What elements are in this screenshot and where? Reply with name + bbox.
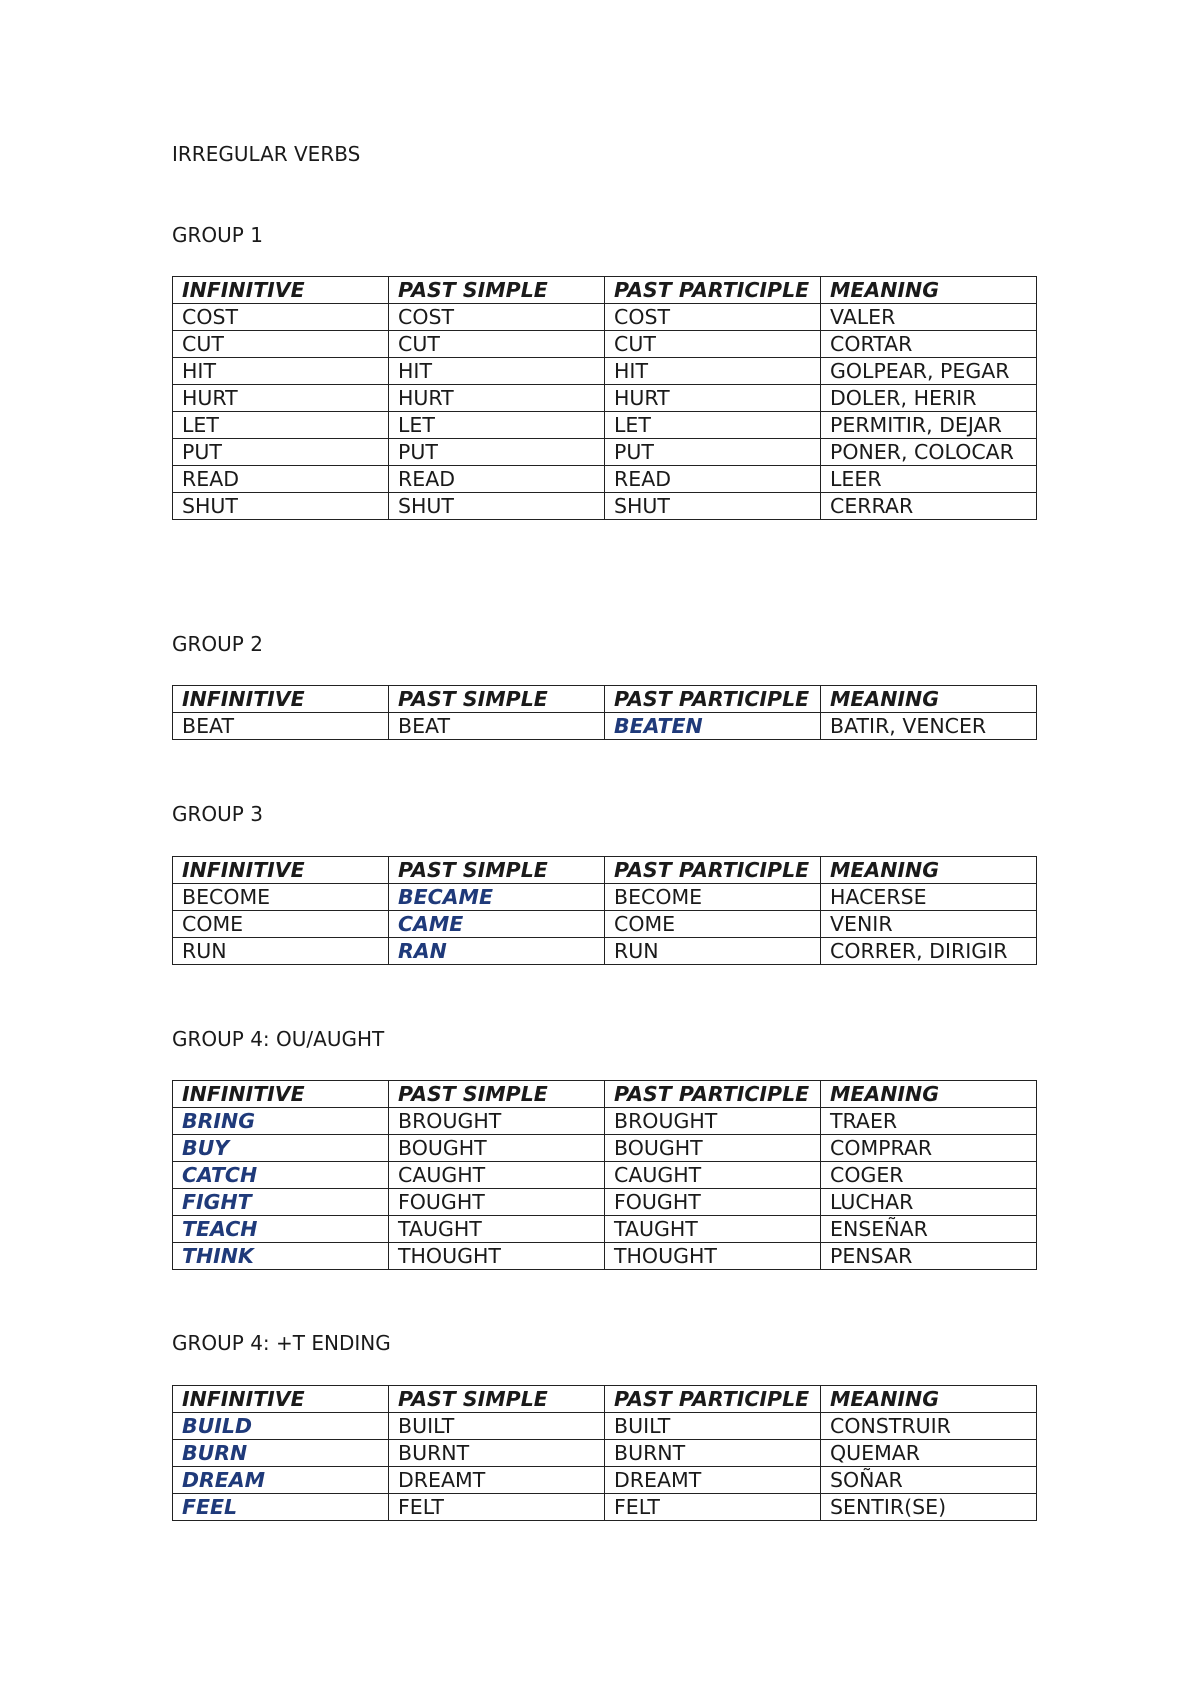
table-cell: QUEMAR [821,1440,1037,1467]
table-row [173,493,1037,520]
table-row [173,1216,1037,1243]
table-row [173,331,1037,358]
table-cell: BURNT [605,1440,821,1467]
table-cell: CATCH [173,1162,389,1189]
table-cell: CORTAR [821,331,1037,358]
column-header: PAST PARTICIPLE [605,686,821,713]
table-cell: TRAER [821,1108,1037,1135]
column-header: PAST SIMPLE [389,857,605,884]
table-cell: FELT [605,1494,821,1521]
table-header-row [173,277,1037,304]
table-row [173,1494,1037,1521]
column-header: PAST PARTICIPLE [605,1386,821,1413]
table-cell: COMPRAR [821,1135,1037,1162]
table-cell: CORRER, DIRIGIR [821,938,1037,965]
table-cell: DOLER, HERIR [821,385,1037,412]
group-heading: GROUP 3 [172,802,263,826]
table-cell: FIGHT [173,1189,389,1216]
table-cell: TEACH [173,1216,389,1243]
table-cell: HURT [389,385,605,412]
column-header: PAST SIMPLE [389,686,605,713]
table-cell: PUT [173,439,389,466]
table-cell: THINK [173,1243,389,1270]
table-cell: READ [605,466,821,493]
table-row [173,466,1037,493]
column-header: INFINITIVE [173,277,389,304]
table-cell: COGER [821,1162,1037,1189]
table-cell: BUILT [389,1413,605,1440]
table-cell: PUT [605,439,821,466]
table-cell: DREAMT [605,1467,821,1494]
table-cell: CUT [389,331,605,358]
table-cell: BOUGHT [605,1135,821,1162]
column-header: INFINITIVE [173,686,389,713]
verb-table [172,1080,1037,1270]
verb-table [172,685,1037,740]
table-cell: BUY [173,1135,389,1162]
group-heading: GROUP 2 [172,632,263,656]
column-header: INFINITIVE [173,1081,389,1108]
table-cell: CAUGHT [605,1162,821,1189]
table-cell: HIT [173,358,389,385]
verb-table [172,276,1037,520]
table-cell: BECOME [605,884,821,911]
table-cell: COST [605,304,821,331]
table-row [173,1440,1037,1467]
group-heading: GROUP 1 [172,223,263,247]
column-header: INFINITIVE [173,1386,389,1413]
table-cell: BECAME [389,884,605,911]
table-cell: BURN [173,1440,389,1467]
table-cell: HACERSE [821,884,1037,911]
table-cell: FOUGHT [605,1189,821,1216]
table-row [173,1413,1037,1440]
table-cell: BROUGHT [389,1108,605,1135]
table-cell: LET [173,412,389,439]
table-row [173,439,1037,466]
table-cell: PERMITIR, DEJAR [821,412,1037,439]
table-cell: SHUT [389,493,605,520]
table-cell: VENIR [821,911,1037,938]
table-cell: GOLPEAR, PEGAR [821,358,1037,385]
table-cell: COME [605,911,821,938]
table-cell: BATIR, VENCER [821,713,1037,740]
table-cell: TAUGHT [389,1216,605,1243]
table-header-row [173,1081,1037,1108]
table-cell: LET [389,412,605,439]
table-cell: HURT [605,385,821,412]
table-row [173,358,1037,385]
table-cell: FEEL [173,1494,389,1521]
table-cell: VALER [821,304,1037,331]
table-row [173,938,1037,965]
table-cell: BRING [173,1108,389,1135]
column-header: MEANING [821,277,1037,304]
table-cell: HIT [389,358,605,385]
table-cell: CERRAR [821,493,1037,520]
column-header: PAST SIMPLE [389,277,605,304]
table-cell: BUILT [605,1413,821,1440]
table-row [173,1108,1037,1135]
group-heading: GROUP 4: OU/AUGHT [172,1027,385,1051]
table-cell: BECOME [173,884,389,911]
table-cell: BEAT [173,713,389,740]
table-cell: RAN [389,938,605,965]
column-header: INFINITIVE [173,857,389,884]
table-cell: COME [173,911,389,938]
table-cell: LET [605,412,821,439]
table-row [173,1189,1037,1216]
table-cell: READ [173,466,389,493]
column-header: PAST PARTICIPLE [605,277,821,304]
table-cell: TAUGHT [605,1216,821,1243]
verb-table [172,1385,1037,1521]
table-cell: PUT [389,439,605,466]
table-row [173,713,1037,740]
table-cell: BURNT [389,1440,605,1467]
table-cell: HIT [605,358,821,385]
table-cell: FOUGHT [389,1189,605,1216]
table-cell: THOUGHT [389,1243,605,1270]
table-row [173,1162,1037,1189]
table-cell: BEATEN [605,713,821,740]
table-cell: CAUGHT [389,1162,605,1189]
table-row [173,385,1037,412]
table-cell: ENSEÑAR [821,1216,1037,1243]
table-cell: PONER, COLOCAR [821,439,1037,466]
table-cell: CONSTRUIR [821,1413,1037,1440]
table-row [173,412,1037,439]
table-cell: CUT [173,331,389,358]
table-cell: BROUGHT [605,1108,821,1135]
table-cell: LUCHAR [821,1189,1037,1216]
table-row [173,1243,1037,1270]
column-header: MEANING [821,1081,1037,1108]
table-cell: SENTIR(SE) [821,1494,1037,1521]
column-header: PAST SIMPLE [389,1386,605,1413]
document-title: IRREGULAR VERBS [172,142,361,166]
table-cell: RUN [173,938,389,965]
table-cell: READ [389,466,605,493]
table-row [173,1467,1037,1494]
table-cell: RUN [605,938,821,965]
table-header-row [173,686,1037,713]
table-cell: DREAMT [389,1467,605,1494]
table-cell: COST [173,304,389,331]
column-header: MEANING [821,857,1037,884]
column-header: PAST SIMPLE [389,1081,605,1108]
table-cell: SOÑAR [821,1467,1037,1494]
column-header: PAST PARTICIPLE [605,857,821,884]
table-cell: CAME [389,911,605,938]
group-heading: GROUP 4: +T ENDING [172,1331,391,1355]
column-header: PAST PARTICIPLE [605,1081,821,1108]
table-row [173,884,1037,911]
table-header-row [173,1386,1037,1413]
table-cell: DREAM [173,1467,389,1494]
table-row [173,911,1037,938]
table-cell: FELT [389,1494,605,1521]
table-row [173,1135,1037,1162]
table-cell: BOUGHT [389,1135,605,1162]
column-header: MEANING [821,686,1037,713]
table-cell: COST [389,304,605,331]
table-header-row [173,857,1037,884]
verb-table [172,856,1037,965]
table-cell: THOUGHT [605,1243,821,1270]
table-cell: BEAT [389,713,605,740]
table-cell: SHUT [173,493,389,520]
table-cell: HURT [173,385,389,412]
table-cell: LEER [821,466,1037,493]
table-cell: PENSAR [821,1243,1037,1270]
table-cell: CUT [605,331,821,358]
table-row [173,304,1037,331]
column-header: MEANING [821,1386,1037,1413]
table-cell: BUILD [173,1413,389,1440]
table-cell: SHUT [605,493,821,520]
